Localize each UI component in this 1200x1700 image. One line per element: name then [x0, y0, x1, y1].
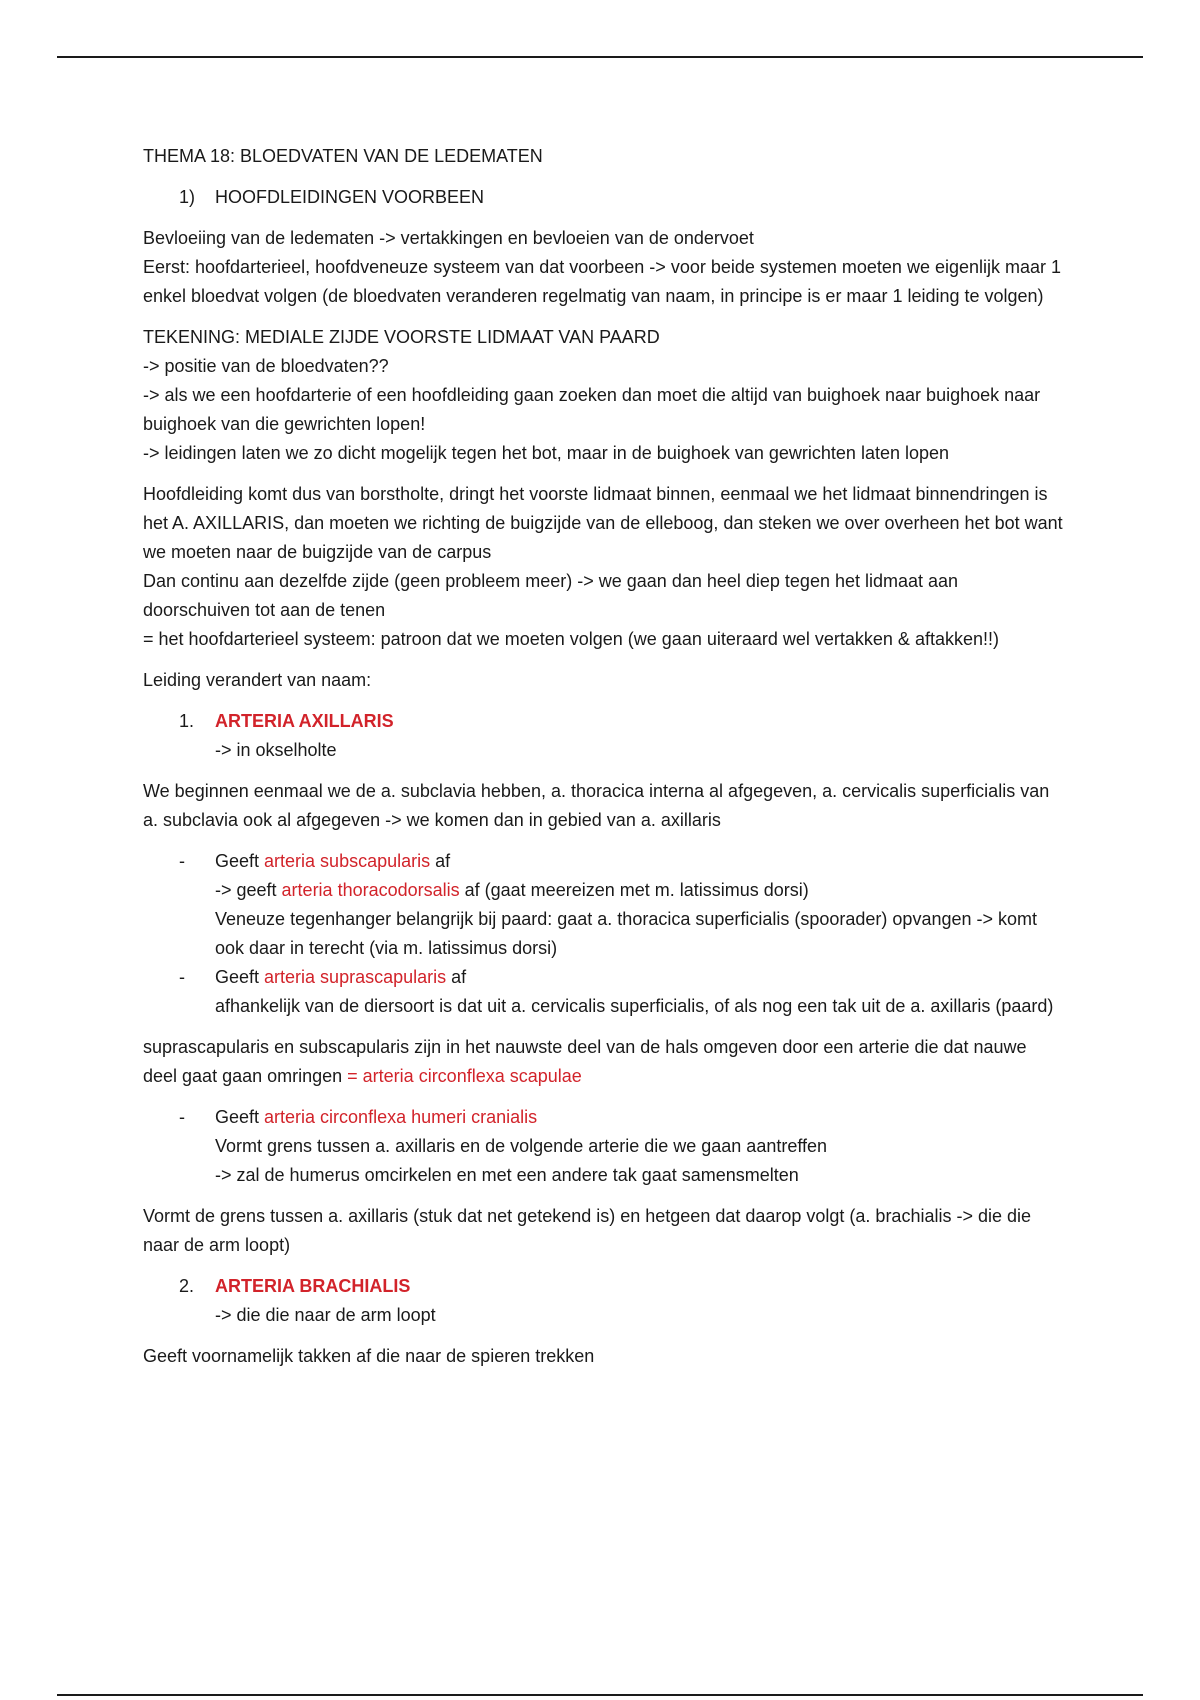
paragraph-line: -> leidingen laten we zo dicht mogelijk tegen het bot, maar in de buighoek van gewrichten laten lopen: [143, 443, 950, 463]
header-rule: [57, 56, 1143, 58]
artery-name: arteria circonflexa humeri cranialis: [264, 1107, 538, 1127]
document-page: [143, 142, 1063, 1371]
paragraph-text: suprascapularis en subscapularis zijn in het nauwste deel van de hals omgeven door een arterie die dat nauwe deel gaat gaan omringen: [143, 1037, 1027, 1086]
list-item: [179, 847, 1063, 963]
paragraph-line: = het hoofdarterieel systeem: patroon dat we moeten volgen (we gaan uiteraard wel vertakken & aftakken!!): [143, 629, 999, 649]
numbered-item: [179, 707, 1063, 765]
bullet-dash: -: [179, 1107, 185, 1127]
paragraph-line: TEKENING: MEDIALE ZIJDE VOORSTE LIDMAAT VAN PAARD: [143, 327, 660, 347]
item-number: 2.: [179, 1276, 195, 1296]
bullet-text: -> geeft: [215, 880, 282, 900]
numbered-item: [179, 1272, 1063, 1330]
item-number: 1.: [179, 711, 195, 731]
section-title: HOOFDLEIDINGEN VOORBEEN: [215, 187, 485, 207]
paragraph-drawing: [143, 323, 1063, 468]
bullet-list: [143, 1103, 1063, 1190]
paragraph-name-change: Leiding verandert van naam:: [143, 670, 372, 690]
paragraph-line: -> als we een hoofdarterie of een hoofdleiding gaan zoeken dan moet die altijd van buighoek naar buighoek naar buighoek van die gewrichten lopen!: [143, 385, 1041, 434]
artery-name: arteria thoracodorsalis: [281, 880, 460, 900]
bullet-text: afhankelijk van de diersoort is dat uit a. cervicalis superficialis, of als nog een tak uit de a. axillaris (paard): [215, 996, 1054, 1016]
paragraph-circonflexa: [143, 1033, 1063, 1091]
paragraph-line: Eerst: hoofdarterieel, hoofdveneuze systeem van dat voorbeen -> voor beide systemen moeten we eigenlijk maar 1 enkel bloedvat volgen (de bloedvaten veranderen regelmatig van naam, in principe is er maar 1 leiding te volgen): [143, 257, 1062, 306]
bullet-text: Geeft: [215, 1107, 265, 1127]
bullet-text: Veneuze tegenhanger belangrijk bij paard: gaat a. thoracica superficialis (spoorader) opvangen -> komt ook daar in terecht (via m. latissimus dorsi): [215, 909, 1038, 958]
document-title: THEMA 18: BLOEDVATEN VAN DE LEDEMATEN: [143, 146, 543, 166]
paragraph-boundary: Vormt de grens tussen a. axillaris (stuk dat net getekend is) en hetgeen dat daarop volgt (a. brachialis -> die die naar de arm loopt): [143, 1206, 1032, 1255]
item-subtext: -> die die naar de arm loopt: [215, 1305, 436, 1325]
artery-heading: ARTERIA BRACHIALIS: [215, 1276, 411, 1296]
bullet-text: af: [446, 967, 467, 987]
paragraph-intro: [143, 224, 1063, 311]
artery-heading: ARTERIA AXILLARIS: [215, 711, 394, 731]
paragraph-main-vessel: [143, 480, 1063, 654]
bullet-text: af: [430, 851, 451, 871]
bullet-text: Vormt grens tussen a. axillaris en de volgende arterie die we gaan aantreffen: [215, 1136, 828, 1156]
section-number: 1): [179, 187, 196, 207]
bullet-text: Geeft: [215, 851, 265, 871]
bullet-dash: -: [179, 967, 185, 987]
bullet-text: Geeft: [215, 967, 265, 987]
bullet-text: af (gaat meereizen met m. latissimus dorsi): [459, 880, 809, 900]
bullet-dash: -: [179, 851, 185, 871]
footer-rule: [57, 1694, 1143, 1696]
paragraph-line: Dan continu aan dezelfde zijde (geen probleem meer) -> we gaan dan heel diep tegen het lidmaat aan doorschuiven tot aan de tenen: [143, 571, 959, 620]
list-item: [179, 1103, 1063, 1190]
artery-name: = arteria circonflexa scapulae: [347, 1066, 582, 1086]
paragraph-subclavia: We beginnen eenmaal we de a. subclavia hebben, a. thoracica interna al afgegeven, a. cervicalis superficialis van a. subclavia ook al afgegeven -> we komen dan in gebied van a. axillaris: [143, 781, 1050, 830]
bullet-text: -> zal de humerus omcirkelen en met een andere tak gaat samensmelten: [215, 1165, 799, 1185]
artery-name: arteria suprascapularis: [264, 967, 447, 987]
paragraph-line: Bevloeiing van de ledematen -> vertakkingen en bevloeien van de ondervoet: [143, 228, 754, 248]
item-subtext: -> in okselholte: [215, 740, 337, 760]
paragraph-line: -> positie van de bloedvaten??: [143, 356, 389, 376]
paragraph-line: Hoofdleiding komt dus van borstholte, dringt het voorste lidmaat binnen, eenmaal we het lidmaat binnendringen is het A. AXILLARIS, dan moeten we richting de buigzijde van de elleboog, dan steken we over overheen het bot want we moeten naar de buigzijde van de carpus: [143, 484, 1063, 562]
bullet-list: [143, 847, 1063, 1021]
section-heading: [179, 183, 1063, 212]
list-item: [179, 963, 1063, 1021]
artery-name: arteria subscapularis: [264, 851, 431, 871]
paragraph-branches: Geeft voornamelijk takken af die naar de spieren trekken: [143, 1346, 595, 1366]
